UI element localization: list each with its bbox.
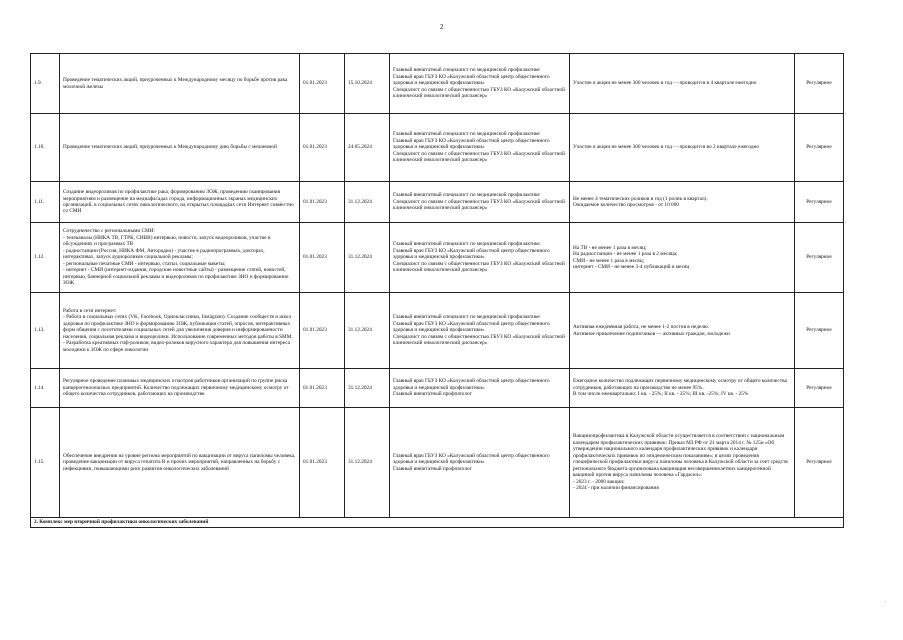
row-number: 1.9. <box>31 54 60 114</box>
responsible-party: Главный внештатный специалист по медицинской профилактике Главный врач ГБУЗ КО «Калужский областной центр общественного здоровья и медицинской профилактики» Специалист по связям с общественностью ГБУЗ КО «Калужский областной клинический онкологический диспансер» <box>390 223 570 293</box>
result-indicator: Участие в акции не менее 300 человек в год - - проводится в 4 квартале ежегодно <box>570 54 795 114</box>
end-date: 31.12.2024 <box>345 293 390 369</box>
periodicity: Регулярное <box>795 369 844 408</box>
table-row <box>31 369 844 408</box>
periodicity: Регулярное <box>795 223 844 293</box>
end-date: 24.05.2024 <box>345 114 390 182</box>
start-date: 01.01.2023 <box>300 223 345 293</box>
row-number: 1.11. <box>31 182 60 223</box>
table-row <box>31 54 844 114</box>
page-number: 2 <box>440 23 444 31</box>
activity-description: Проведение тематических акций, приуроченных к Международному месяцу по борьбе против рака молочной железы <box>60 54 300 114</box>
start-date: 01.01.2023 <box>300 54 345 114</box>
responsible-party: Главный внештатный специалист по медицинской профилактике Главный врач ГБУЗ КО «Калужский областной центр общественного здоровья и медицинской профилактики» Специалист по связям с общественностью ГБУЗ КО «Калужский областной клинический онкологический диспансер» <box>390 293 570 369</box>
start-date: 01.01.2023 <box>300 408 345 518</box>
end-date: 15.10.2024 <box>345 54 390 114</box>
start-date: 01.01.2023 <box>300 293 345 369</box>
periodicity: Регулярное <box>795 408 844 518</box>
result-indicator: Активная ежедневная работа, не менее 1-2 постов в неделю. Активное привлечение подписчиков — активных граждан, молодежи <box>570 293 795 369</box>
periodicity: Регулярное <box>795 182 844 223</box>
activity-description: Создание видеороликов по профилактике рака, формированию ЗОЖ, проведению сканирования мероприятиям и размещение на медиафасадах города, информационных экранах медицинских организаций, в социальных сетях онкологического, на открытых площадках сети Интернет совместно со СМИ <box>60 182 300 223</box>
activity-description: Регулярное проведение плановых медицинских осмотров работников организаций по группе риска канцерогеноопасных предприятий. Количество подлежащих первичному медицинскому осмотру от общего количества сотрудников, работающих на производстве. <box>60 369 300 408</box>
periodicity: Регулярное <box>795 114 844 182</box>
result-indicator: Ежегодное количество подлежащих первичному медицинскому осмотру от общего количества сотрудников, работающих на производстве не менее 95%. В том числе ежеквартально: I кв. - 25%; II кв. - 25%; III кв. -25%; IV кв. - 25% <box>570 369 795 408</box>
row-number: 1.15. <box>31 408 60 518</box>
periodicity: Регулярное <box>795 54 844 114</box>
result-indicator: На ТВ - не менее 1 раза в месяц; На радиостанции - не менее 1 раза в 2 месяца; СМИ - не менее 1 раза в месяц; интернет - СМИ - не менее 3-4 публикаций в месяц <box>570 223 795 293</box>
end-date: 31.12.2024 <box>345 223 390 293</box>
start-date: 01.01.2023 <box>300 182 345 223</box>
periodicity: Регулярное <box>795 293 844 369</box>
responsible-party: Главный внештатный специалист по медицинской профилактике Главный врач ГБУЗ КО «Калужский областной центр общественного здоровья и медицинской профилактики» Специалист по связям с общественностью ГБУЗ КО «Калужский областной клинический онкологический диспансер» <box>390 54 570 114</box>
result-indicator: Вакцинопрофилактика в Калужской области осуществляется в соответствии с национальным календарем профилактических прививок: Приказ МЗ РФ от 21 марта 2014 г. № 125н «Об утверждении национального календаря профилактических прививок и календаря профилактических прививок по эпидемическим показаниям»; в целях проведения специфической профилактики вируса папиломы человека в Калужской области за счет средств регионального бюджета организована вакцинация несовершеннолетних канцерогенной вакциной против вируса папиломы человека «Гардасил»: - 2023 г. - 2000 вакцин; - 2024 - при наличии финансирования <box>570 408 795 518</box>
table-row <box>31 223 844 293</box>
activity-description: Сотрудничество с региональными СМИ: - телеканалы (НИКА ТВ, ГТРК, СИВВ) интервью, новости, запуск видеороликов, участие в обсуждениях и программах ТВ - радиостанции (Россия, НИКА ФМ, Авторадио) - участие в радиопрограммах, докторах, интерактивах, запуск аудиороликов социальной рекламы; - региональные печатные СМИ - интервью, статьи, социальные макеты; - интернет - СМИ (интернет-издания, городские новостные сайты) - размещение статей, новостей, интервью, баннерной социальной рекламы и видеороликов по профилактике ЗНО и формированию ЗОЖ <box>60 223 300 293</box>
activity-table <box>30 53 844 528</box>
responsible-party: Главный внештатный специалист по медицинской профилактике Главный врач ГБУЗ КО «Калужский областной центр общественного здоровья и медицинской профилактики» Специалист по связям с общественностью ГБУЗ КО «Калужский областной клинический онкологический диспансер» <box>390 114 570 182</box>
result-indicator: Участие в акции не менее 300 человек в год - - проводится во 2 квартале ежегодно <box>570 114 795 182</box>
activity-description: Проведение тематических акций, приуроченных к Международному дню борьбы с меланомой <box>60 114 300 182</box>
start-date: 01.01.2023 <box>300 369 345 408</box>
activity-description: Работа в сети интернет: - Работа в социальных сетях (VK, Facebook, Одноклассники, Instagram). Создание сообществ и школ здоровья по профилактике ЗНО и формированию ЗОЖ, публикация статей, опросов, интерактивных форм общения с посетителями социальных сетей для увеличения доверия и информированности населения, социальная реклама и видеоролики. Использование современных методов работы в SMM. - Разработка креативных гиф-роликов, видео-роликов вирусного характера для повышения интереса молодежи к ЗОЖ по сфере онкологии <box>60 293 300 369</box>
section-row <box>31 518 844 528</box>
end-date: 31.12.2024 <box>345 182 390 223</box>
result-indicator: Не менее 4 тематических роликов в год (1 ролик в квартал). Ожидаемое количество просмотров - от 10 000 <box>570 182 795 223</box>
row-number: 1.12. <box>31 223 60 293</box>
start-date: 01.01.2023 <box>300 114 345 182</box>
responsible-party: Главный врач ГБУЗ КО «Калужский областной центр общественного здоровья и медицинской профилактики» Главный внештатный профпатолог <box>390 408 570 518</box>
responsible-party: Главный врач ГБУЗ КО «Калужский областной центр общественного здоровья и медицинской профилактики» Главный внештатный профпатолог <box>390 369 570 408</box>
activity-description: Обеспечение внедрения на уровне региона мероприятий по вакцинации от вируса папиломы человека, проведение вакцинации от вируса гепатита В и прочих мероприятий, направленных на борьбу с инфекциями, повышающими риск развития онкологических заболеваний <box>60 408 300 518</box>
table-row <box>31 408 844 518</box>
table-row <box>31 182 844 223</box>
row-number: 1.10. <box>31 114 60 182</box>
scan-mark: · <box>884 598 887 606</box>
responsible-party: Главный внештатный специалист по медицинской профилактике Специалист по связям с общественностью ГБУЗ КО «Калужский областной клинический онкологический диспансер» <box>390 182 570 223</box>
end-date: 31.12.2024 <box>345 369 390 408</box>
section-heading: 2. Комплекс мер вторичной профилактики онкологических заболеваний <box>31 518 844 528</box>
row-number: 1.14. <box>31 369 60 408</box>
row-number: 1.13. <box>31 293 60 369</box>
table-row <box>31 293 844 369</box>
table-row <box>31 114 844 182</box>
end-date: 31.12.2024 <box>345 408 390 518</box>
